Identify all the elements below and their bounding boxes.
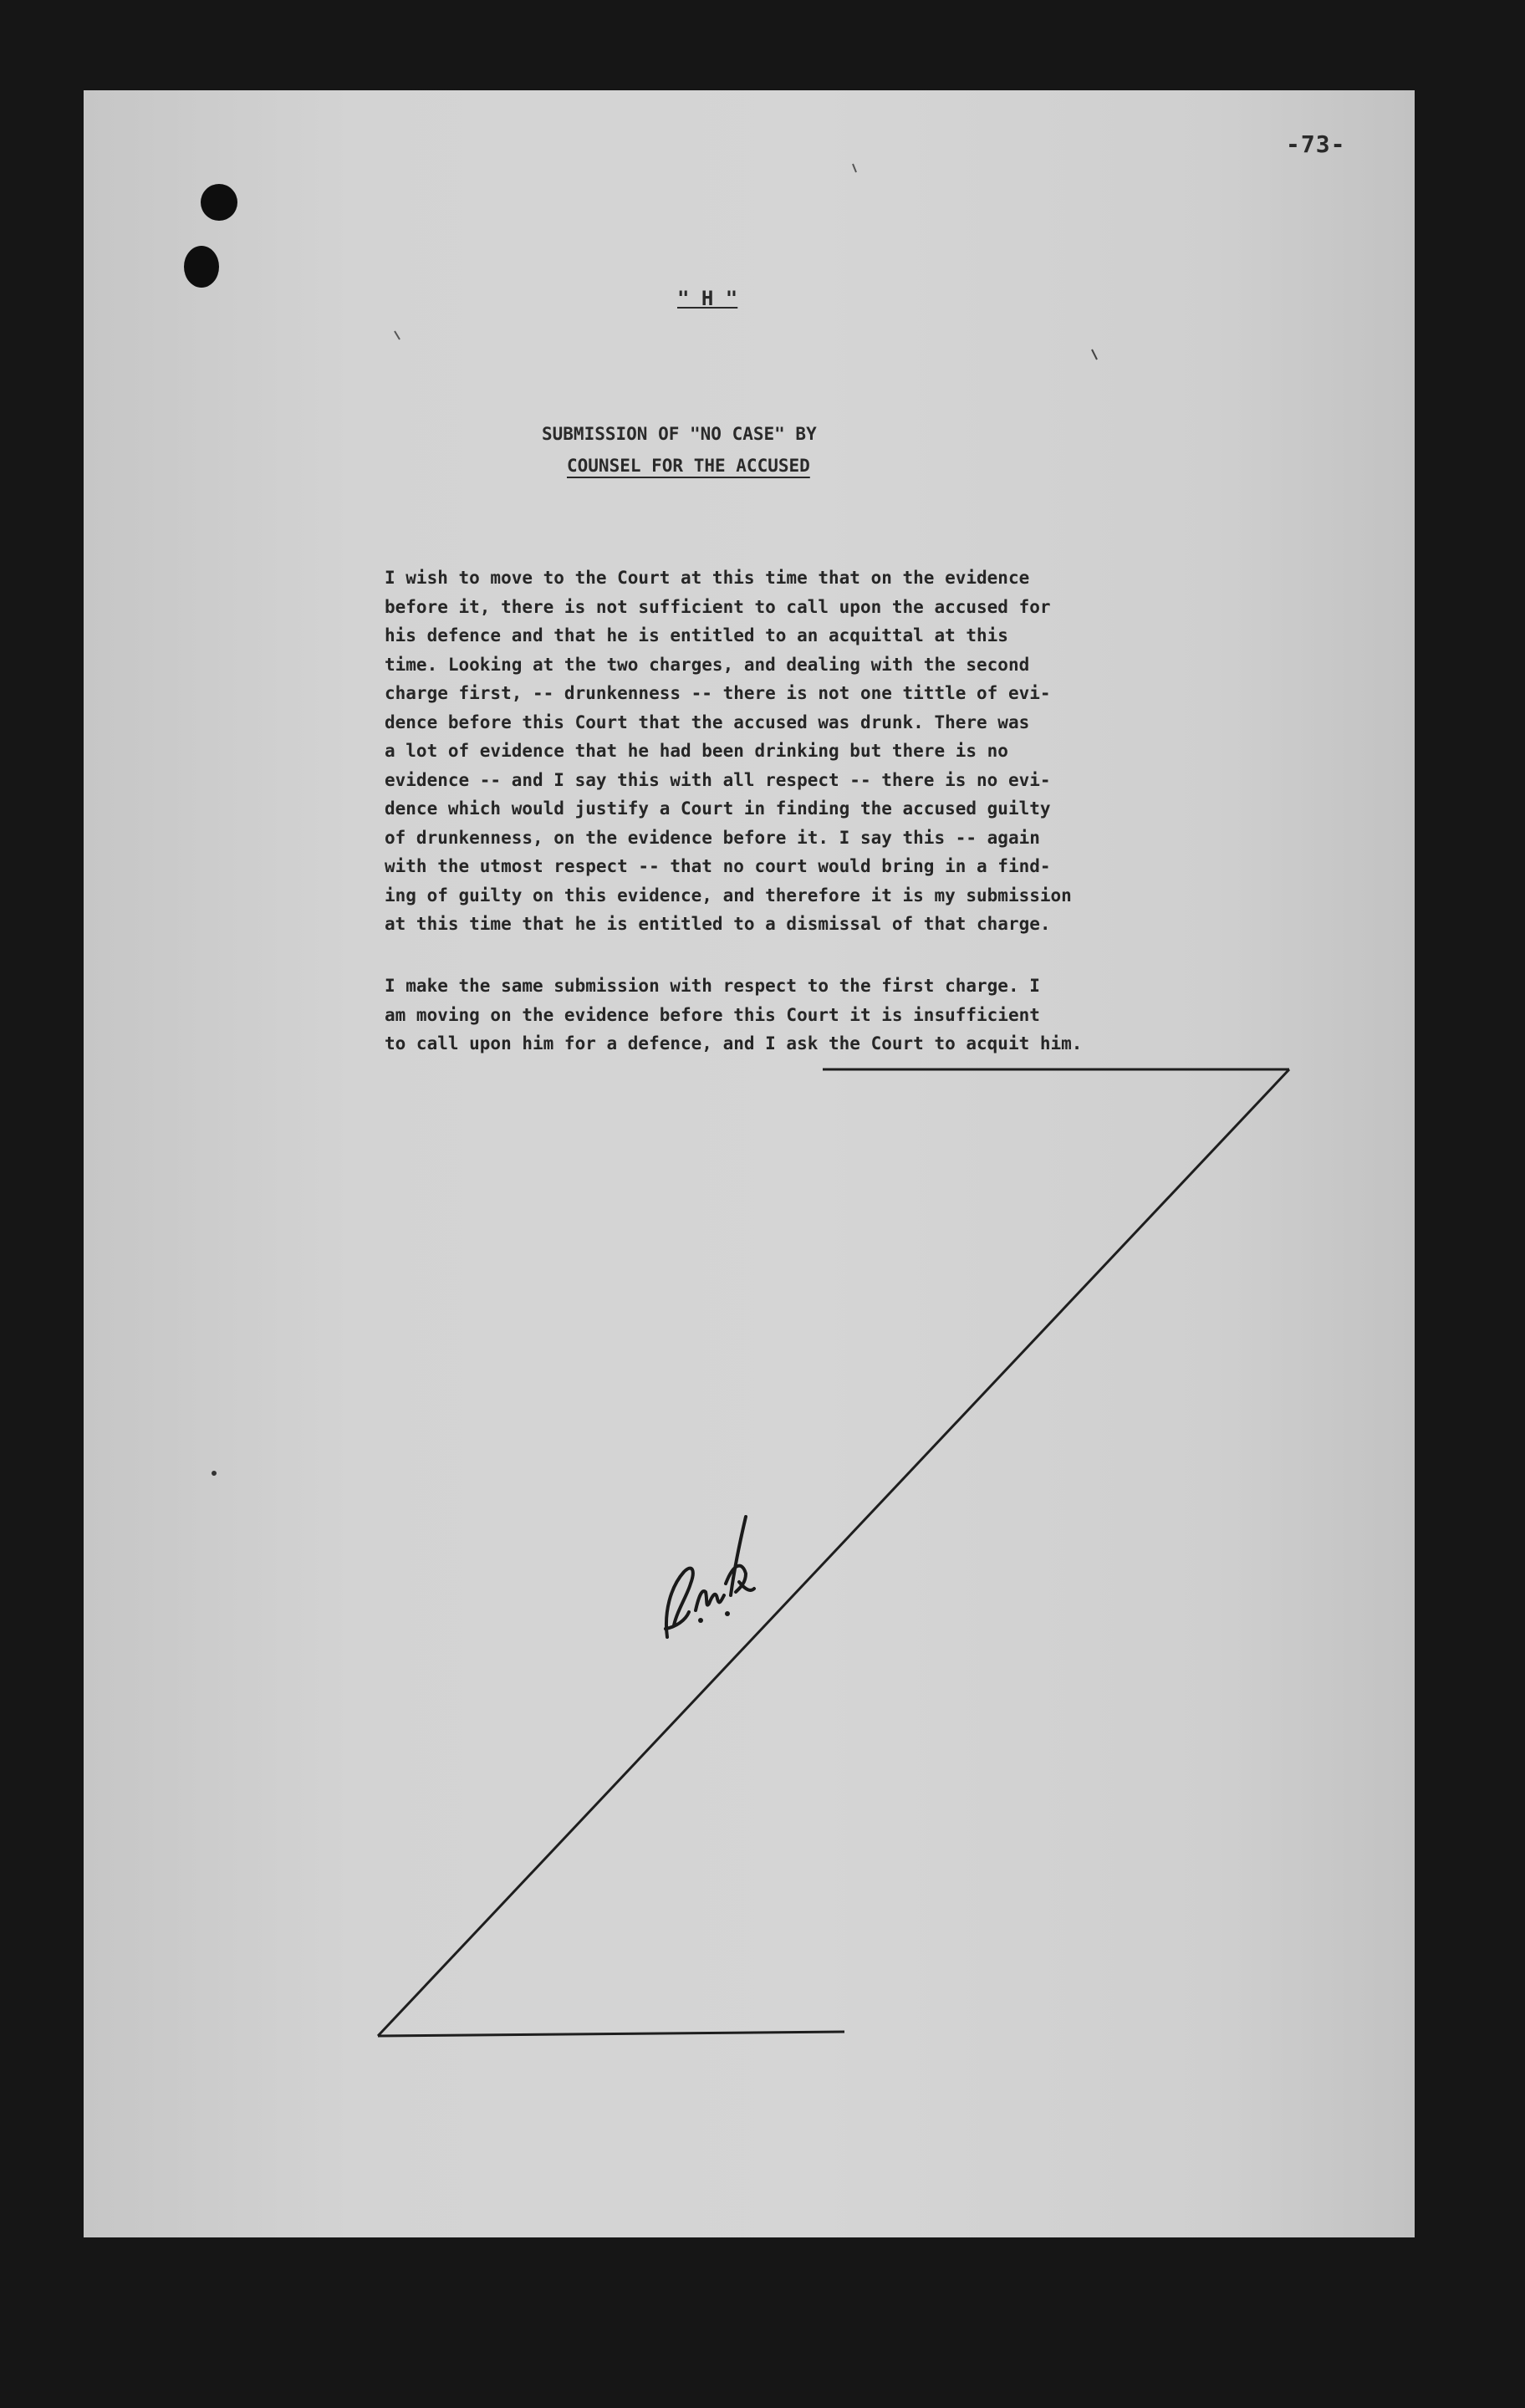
- paragraph-line: am moving on the evidence before this Court it is insufficient: [385, 1004, 1040, 1025]
- paragraph-line: at this time that he is entitled to a dismissal of that charge.: [385, 914, 1051, 934]
- paragraph-line: I make the same submission with respect to the first charge. I: [385, 976, 1040, 996]
- paragraph-line: a lot of evidence that he had been drinking but there is no: [385, 741, 1008, 761]
- stray-mark: [395, 331, 400, 339]
- paragraph-line: dence which would justify a Court in finding the accused guilty: [385, 798, 1051, 819]
- paragraph-line: charge first, -- drunkenness -- there is not one tittle of evi-: [385, 683, 1051, 703]
- paragraph-line: I wish to move to the Court at this time that on the evidence: [385, 568, 1030, 588]
- paragraph-line: with the utmost respect -- that no court would bring in a find-: [385, 856, 1051, 876]
- paragraph-line: ing of guilty on this evidence, and therefore it is my submission: [385, 885, 1072, 906]
- z-bottom-line: [378, 2032, 844, 2036]
- paragraph-line: time. Looking at the two charges, and dealing with the second: [385, 654, 1030, 675]
- z-diagonal-line: [378, 1069, 1289, 2036]
- page-number: -73-: [1286, 130, 1346, 158]
- punch-hole: [201, 184, 237, 221]
- paragraph-2: [385, 972, 1388, 1059]
- annex-label: " H ": [677, 287, 738, 310]
- stray-mark: [853, 164, 856, 172]
- paragraph-line: to call upon him for a defence, and I ask the Court to acquit him.: [385, 1033, 1083, 1054]
- handwritten-initials-signature: [659, 1512, 759, 1645]
- title-line-1: SUBMISSION OF "NO CASE" BY: [542, 424, 817, 444]
- paragraph-1: [385, 564, 1388, 939]
- title-line-2: COUNSEL FOR THE ACCUSED: [567, 456, 810, 476]
- paragraph-line: his defence and that he is entitled to an acquittal at this: [385, 625, 1008, 645]
- stray-dot: [212, 1471, 217, 1476]
- cancellation-z-mark: [84, 90, 1415, 2237]
- paragraph-line: before it, there is not sufficient to call upon the accused for: [385, 596, 1051, 617]
- paragraph-line: of drunkenness, on the evidence before it. I say this -- again: [385, 827, 1040, 848]
- document-page: [84, 90, 1415, 2237]
- paragraph-line: evidence -- and I say this with all respect -- there is no evi-: [385, 769, 1051, 790]
- punch-hole: [184, 246, 219, 288]
- document-title: [542, 418, 1043, 482]
- stray-mark: [1092, 349, 1097, 360]
- paragraph-line: dence before this Court that the accused was drunk. There was: [385, 712, 1030, 732]
